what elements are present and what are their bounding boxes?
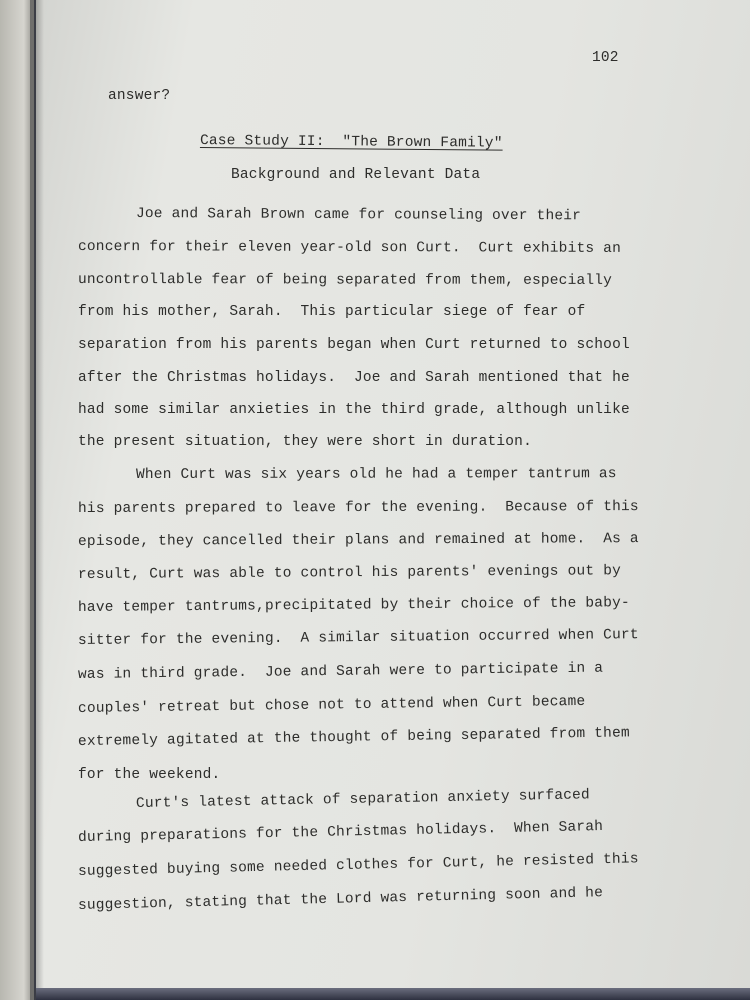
body-line: extremely agitated at the thought of being separated from them	[77, 725, 630, 750]
body-line: was in third grade. Joe and Sarah were to participate in a	[77, 660, 604, 683]
body-line: during preparations for the Christmas holidays. When Sarah	[77, 819, 604, 846]
continuation-text: answer?	[108, 88, 171, 104]
body-line: from his mother, Sarah. This particular siege of fear of	[78, 304, 586, 320]
body-line: had some similar anxieties in the third grade, although unlike	[78, 402, 630, 418]
page-bottom-edge	[36, 988, 750, 1000]
body-line: suggested buying some needed clothes for Curt, he resisted this	[77, 851, 639, 880]
body-line: When Curt was six years old he had a temper tantrum as	[135, 466, 617, 483]
body-line: couples' retreat but chose not to attend when Curt became	[77, 693, 586, 717]
body-line: uncontrollable fear of being separated from them, especially	[77, 272, 613, 289]
body-line: have temper tantrums,precipitated by their choice of the baby-	[77, 595, 630, 616]
body-line: separation from his parents began when Curt returned to school	[78, 337, 630, 353]
case-study-title: Case Study II: "The Brown Family"	[199, 133, 503, 152]
body-line: Curt's latest attack of separation anxiety surfaced	[135, 787, 591, 812]
body-line: result, Curt was able to control his parents' evenings out by	[77, 563, 622, 583]
body-line: after the Christmas holidays. Joe and Sarah mentioned that he	[78, 370, 630, 386]
body-line: the present situation, they were short in duration.	[78, 434, 532, 450]
spine-shadow	[30, 0, 44, 1000]
facing-page-edge	[0, 0, 34, 1000]
body-line: concern for their eleven year-old son Curt. Curt exhibits an	[77, 239, 622, 257]
body-line: for the weekend.	[78, 767, 221, 783]
section-heading: Background and Relevant Data	[231, 167, 481, 183]
page-number: 102	[592, 50, 619, 66]
body-line: suggestion, stating that the Lord was returning soon and he	[77, 885, 604, 914]
body-line: sitter for the evening. A similar situation occurred when Curt	[77, 627, 639, 649]
body-line: Joe and Sarah Brown came for counseling over their	[135, 206, 582, 225]
body-line: episode, they cancelled their plans and remained at home. As a	[77, 531, 639, 550]
body-line: his parents prepared to leave for the evening. Because of this	[77, 499, 639, 517]
